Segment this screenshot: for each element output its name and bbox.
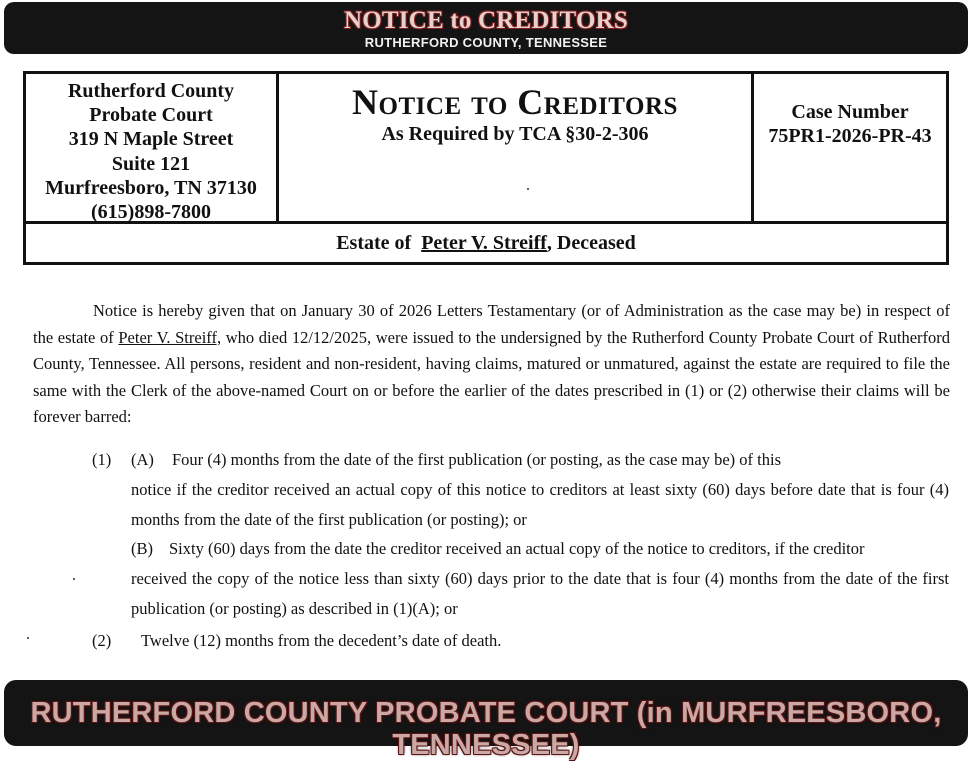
item-1a-rest: notice if the creditor received an actual copy of this notice to creditors at least sixty (60) days before date that is four (4) months from the date of the first publication (or posting); or	[131, 480, 949, 530]
item-2-number: (2)	[92, 631, 112, 650]
notice-statute: As Required by TCA §30-2-306	[381, 123, 649, 145]
banner-title: NOTICE to CREDITORS	[344, 7, 628, 34]
item-1-number: (1)	[92, 450, 112, 469]
notice-header-box	[23, 71, 949, 265]
estate-row	[26, 224, 946, 262]
paragraph-rest: who died 12/12/2025, were issued to the undersigned by the Rutherford County Probate Court of Rutherford County, Tennessee. All persons, resident and non-resident, having claims, matured or unmatured, against the estate are required to file the same with the Clerk of the above-named Court on or before the earlier of the dates prescribed in (1) or (2) otherwise their claims will be forever barred:	[33, 327, 951, 426]
paragraph-decedent-name: Peter V. Streiff,	[118, 327, 222, 347]
court-name-line: Rutherford County	[67, 80, 235, 102]
top-banner	[4, 2, 968, 54]
court-address-block	[26, 74, 279, 224]
banner-subtitle: RUTHERFORD COUNTY, TENNESSEE	[364, 35, 608, 50]
decedent-name: Peter V. Streiff	[421, 232, 547, 254]
item-1b-rest: received the copy of the notice less than sixty (60) days prior to the date that is four (4) months from the date of the first publication (or posting) as described in (1)(A); or	[131, 569, 949, 619]
item-1b-first-line: Sixty (60) days from the date the creditor received an actual copy of the notice to creditors, if the creditor	[169, 539, 865, 558]
notice-title: Notice to Creditors	[352, 82, 678, 122]
paragraph-intro: Notice is hereby given that on January 30 of 2026 Letters Testamentary (or of Administration as the case may be) in respect of the estate of	[33, 301, 950, 347]
case-number-value: 75PR1-2026-PR-43	[768, 125, 932, 147]
court-suite-line: Suite 121	[111, 152, 191, 175]
bottom-banner	[4, 680, 968, 761]
court-city-line: Murfreesboro, TN 37130	[45, 176, 257, 199]
notice-paragraph	[33, 298, 950, 431]
item-2-text: Twelve (12) months from the decedent’s date of death.	[141, 631, 502, 650]
header-top-row	[26, 74, 946, 224]
case-number-block	[754, 74, 946, 221]
item-1b-label: (B)	[131, 539, 153, 558]
notice-body	[33, 298, 950, 431]
court-street-line: 319 N Maple Street	[68, 128, 234, 151]
footer-court-title: RUTHERFORD COUNTY PROBATE COURT (in MURFREESBORO, TENNESSEE)	[30, 697, 942, 761]
court-type-line: Probate Court	[89, 104, 213, 127]
notice-title-block	[279, 74, 754, 221]
scan-speck	[27, 637, 29, 639]
estate-prefix: Estate of	[336, 232, 412, 254]
item-1a-continued	[131, 475, 949, 536]
court-phone-line: (615)898-7800	[91, 201, 211, 224]
item-1a-first-line: Four (4) months from the date of the first publication (or posting, as the case may be) of this	[172, 450, 781, 469]
case-number-label: Case Number	[791, 101, 909, 123]
item-1b-continued	[131, 564, 949, 625]
scan-speck	[73, 578, 75, 580]
scan-speck	[527, 188, 529, 190]
item-1a-label: (A)	[131, 450, 154, 469]
estate-suffix: , Deceased	[546, 232, 636, 254]
